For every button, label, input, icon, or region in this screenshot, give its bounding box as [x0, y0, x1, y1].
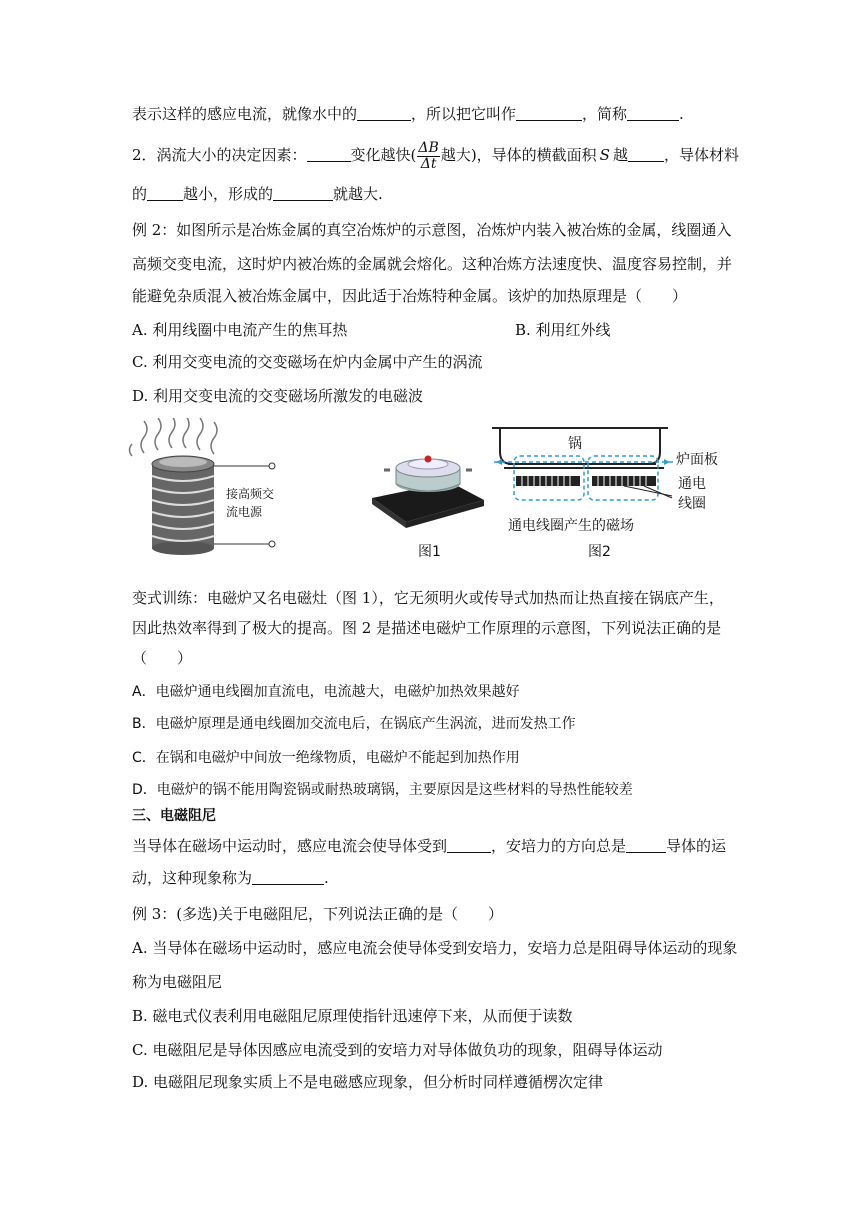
section-3-heading: 三、电磁阻尼 [132, 808, 216, 824]
panel-label: 炉面板 [676, 452, 718, 468]
text: 动，这种现象称为 [132, 869, 253, 887]
fill-blank [357, 106, 411, 121]
text: . [324, 869, 329, 887]
section-3-paragraph-2 [132, 868, 329, 888]
example-2-stem-1: 例 2：如图所示是冶炼金属的真空冶炼炉的示意图，冶炼炉内装入被冶炼的金属，线圈通入 [132, 221, 732, 239]
text: 变化越快( [350, 146, 417, 164]
example-2-option-c: C. 利用交变电流的交变磁场在炉内金属中产生的涡流 [132, 353, 483, 371]
variant-stem-1: 变式训练：电磁炉又名电磁灶（图 1），它无须明火或传导式加热而让热直接在锅底产生， [132, 589, 724, 607]
example-2-stem-2: 高频交变电流，这时炉内被冶炼的金属就会熔化。这种冶炼方法速度快、温度容易控制，并 [132, 255, 733, 273]
text: ，所以把它叫作 [411, 105, 517, 123]
fig2-caption: 图2 [588, 544, 611, 560]
furnace-label-line-2: 流电源 [226, 505, 263, 519]
text-line-1 [132, 104, 684, 124]
example-2-option-d: D. 利用交变电流的交变磁场所激发的电磁波 [132, 387, 424, 405]
pot-label: 锅 [568, 436, 582, 452]
text: 表示这样的感应电流，就像水中的 [132, 105, 358, 123]
example-3-option-a-1: A. 当导体在磁场中运动时，感应电流会使导体受到安培力，安培力总是阻碍导体运动的现象 [132, 939, 738, 957]
example-2-option-a: A. 利用线圈中电流产生的焦耳热 [132, 321, 348, 339]
text-line-2 [132, 138, 739, 172]
text: 越小，形成的 [183, 185, 274, 203]
fill-blank [628, 147, 664, 162]
field-label: 通电线圈产生的磁场 [508, 518, 634, 534]
example-3-option-c: C. 电磁阻尼是导体因感应电流受到的安培力对导体做负功的现象，阻碍导体运动 [132, 1041, 663, 1059]
variant-stem-2: 因此热效率得到了极大的提高。图 2 是描述电磁炉工作原理的示意图，下列说法正确的是 [132, 619, 722, 637]
text: 的 [132, 185, 148, 203]
fill-blank [627, 106, 679, 121]
text: 当导体在磁场中运动时，感应电流会使导体受到 [132, 837, 448, 855]
furnace-label-line-1: 接高频交 [226, 487, 275, 501]
example-3-option-b: B. 磁电式仪表利用电磁阻尼原理使指针迅速停下来，从而便于读数 [132, 1007, 573, 1025]
text: 越 [612, 146, 628, 164]
fill-blank [516, 106, 582, 121]
coil-label-line-2: 线圈 [678, 496, 706, 512]
fill-blank [307, 147, 351, 162]
fill-blank [626, 838, 666, 853]
text: 导体的运 [666, 837, 727, 855]
text: 就越大. [333, 185, 383, 203]
variant-stem-3: （ ） [132, 649, 193, 667]
example-2-stem-3: 能避免杂质混入被冶炼金属中，因此适于冶炼特种金属。该炉的加热原理是（ ） [132, 287, 688, 305]
fig2-schematic [492, 428, 718, 560]
text: . [679, 105, 684, 123]
variant-option-d: D．电磁炉的锅不能用陶瓷锅或耐热玻璃锅，主要原因是这些材料的导热性能较差 [132, 782, 633, 798]
fill-blank [273, 186, 333, 201]
text-line-3 [132, 184, 383, 204]
figures-illustration [124, 418, 734, 568]
delta-b-over-delta-t: $\frac{\Delta B}{\Delta t}$ [418, 139, 439, 172]
text: 2．涡流大小的决定因素： [132, 146, 307, 164]
example-3-option-d: D. 电磁阻尼现象实质上不是电磁感应现象，但分析时同样遵循楞次定律 [132, 1073, 604, 1091]
example-2-option-b: B. 利用红外线 [515, 321, 611, 339]
example-3-option-a-2: 称为电磁阻尼 [132, 973, 223, 991]
example-3-stem: 例 3：(多选)关于电磁阻尼，下列说法正确的是（ ） [132, 905, 504, 923]
variant-option-c: C．在锅和电磁炉中间放一绝缘物质，电磁炉不能起到加热作用 [132, 750, 520, 766]
variant-option-a: A．电磁炉通电线圈加直流电，电流越大，电磁炉加热效果越好 [132, 684, 520, 700]
fill-blank [447, 838, 491, 853]
variant-option-b: B．电磁炉原理是通电线圈加交流电后，在锅底产生涡流，进而发热工作 [132, 716, 576, 732]
furnace-figure [130, 418, 276, 555]
fig1-caption: 图1 [418, 544, 441, 560]
fill-blank [147, 186, 183, 201]
section-3-paragraph-1 [132, 836, 726, 856]
text: ，简称 [582, 105, 628, 123]
text: 越大)，导体的横截面积 [440, 146, 597, 164]
fill-blank [252, 870, 324, 885]
symbol-s: S [599, 146, 610, 164]
fig1-cooker-photo [372, 456, 484, 561]
text: ，安培力的方向总是 [491, 837, 627, 855]
coil-label-line-1: 通电 [678, 476, 706, 492]
text: ，导体材料 [663, 146, 739, 164]
